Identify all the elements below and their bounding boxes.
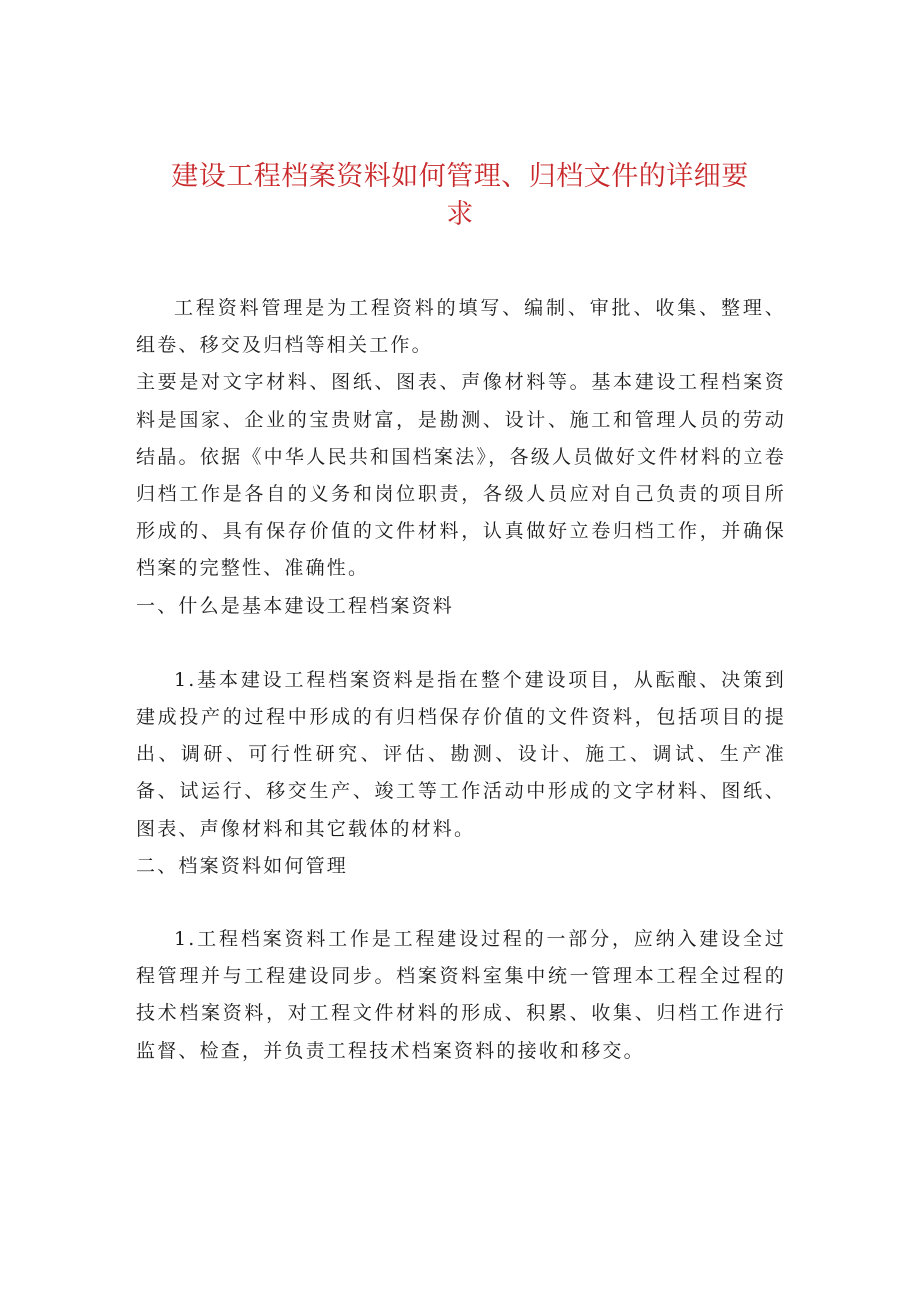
title-line-2: 求 bbox=[446, 199, 474, 230]
intro-paragraph: 工程资料管理是为工程资料的填写、编制、审批、收集、整理、组卷、移交及归档等相关工作。 bbox=[136, 297, 786, 357]
document-body bbox=[136, 290, 786, 1070]
section-heading-1: 一、什么是基本建设工程档案资料 bbox=[136, 594, 455, 617]
title-line-1: 建设工程档案资料如何管理、归档文件的详细要 bbox=[171, 161, 749, 192]
document-title bbox=[170, 158, 750, 234]
main-paragraph: 主要是对文字材料、图纸、图表、声像材料等。基本建设工程档案资料是国家、企业的宝贵财富，是勘测、设计、施工和管理人员的劳动结晶。依据《中华人民共和国档案法》，各级人员做好文件材料的立卷归档工作是各自的义务和岗位职责，各级人员应对自己负责的项目所形成的、具有保存价值的文件材料，认真做好立卷归档工作，并确保档案的完整性、准确性。 bbox=[136, 371, 786, 580]
section-1-item-1: 1.基本建设工程档案资料是指在整个建设项目，从酝酿、决策到建成投产的过程中形成的有归档保存价值的文件资料，包括项目的提出、调研、可行性研究、评估、勘测、设计、施工、调试、生产准备、试运行、移交生产、竣工等工作活动中形成的文字材料、图纸、图表、声像材料和其它载体的材料。 bbox=[136, 668, 786, 840]
section-spacer bbox=[136, 885, 786, 921]
section-2-item-1: 1.工程档案资料工作是工程建设过程的一部分，应纳入建设全过程管理并与工程建设同步。档案资料室集中统一管理本工程全过程的技术档案资料，对工程文件材料的形成、积累、收集、归档工作进行监督、检查，并负责工程技术档案资料的接收和移交。 bbox=[136, 928, 786, 1062]
section-spacer bbox=[136, 625, 786, 662]
section-heading-2: 二、档案资料如何管理 bbox=[136, 854, 349, 877]
